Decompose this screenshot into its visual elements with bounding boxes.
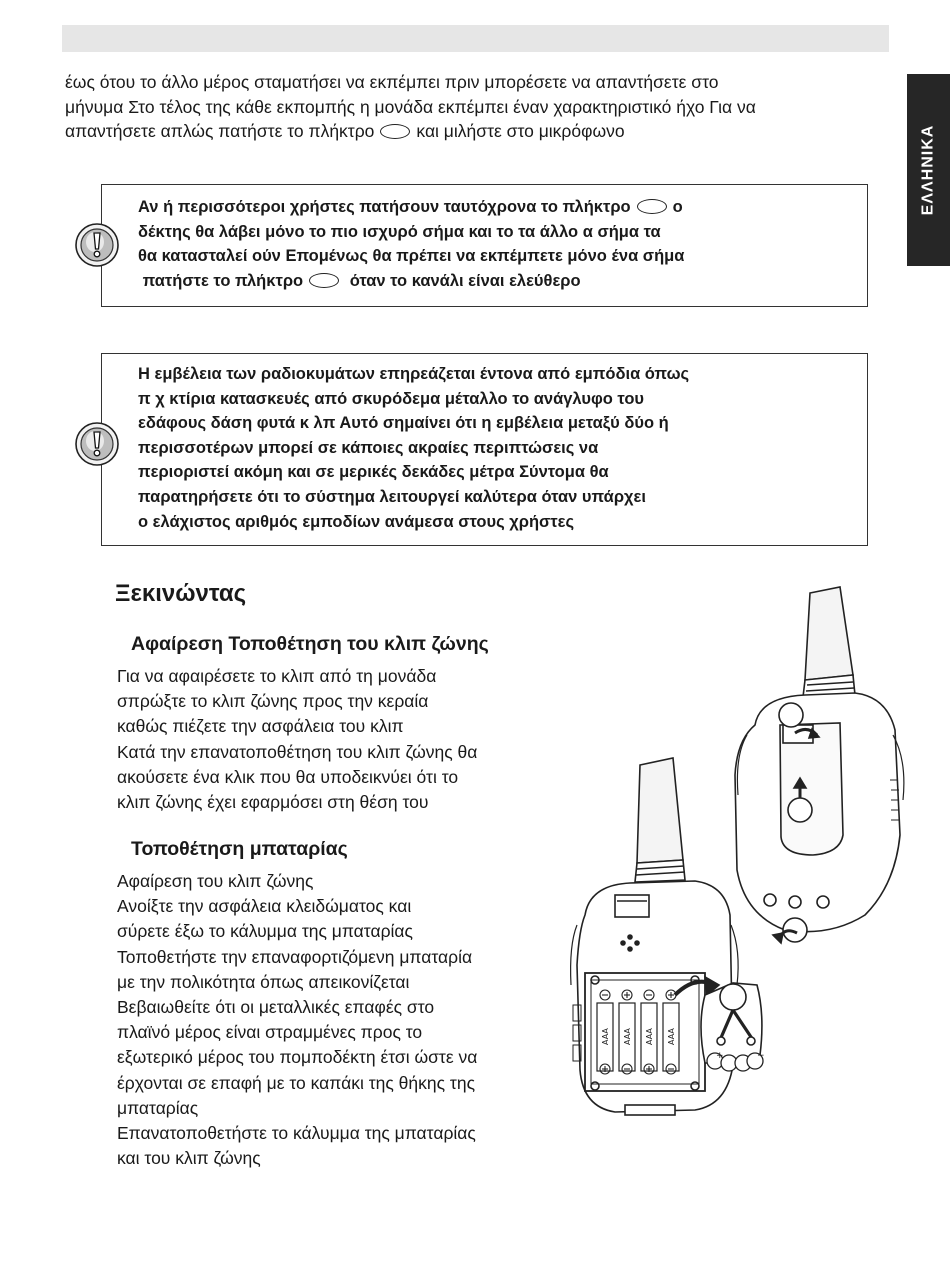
note-line: περιοριστεί ακόμη και σε μερικές δεκάδες μέτρα Σύντομα θα (138, 463, 609, 482)
instruction-line: σπρώξτε το κλιπ ζώνης προς την κεραία (117, 691, 429, 712)
battery-cell-label: AAA (645, 1028, 654, 1045)
warning-note (101, 184, 868, 307)
plus-sign: + (716, 1051, 724, 1061)
header-bar (62, 25, 889, 52)
note-line: θα κατασταλεί ούν Επομένως θα πρέπει να εκπέμπετε μόνο ένα σήμα (138, 247, 685, 266)
battery-cell-label: AAA (623, 1028, 632, 1045)
antenna-icon (803, 587, 855, 697)
instruction-line: έρχονται σε επαφή με το καπάκι της θήκης της (117, 1072, 476, 1093)
battery-cell-label: AAA (601, 1028, 610, 1045)
instruction-line: καθώς πιέζετε την ασφάλεια του κλιπ (117, 716, 404, 737)
instruction-line: Βεβαιωθείτε ότι οι μεταλλικές επαφές στο (117, 997, 435, 1018)
instruction-line: μπαταρίας (117, 1097, 199, 1118)
language-tab (907, 74, 950, 266)
intro-line: έως ότου το άλλο μέρος σταματήσει να εκπέμπει πριν μπορέσετε να απαντήσετε στο (65, 72, 719, 92)
instruction-line: εξωτερικό μέρος του πομποδέκτη έτσι ώστε να (117, 1047, 478, 1068)
ptt-key-icon (309, 273, 339, 288)
instruction-line: Κατά την επανατοποθέτηση του κλιπ ζώνης θα (117, 741, 478, 762)
note-line: εδάφους δάση φυτά κ λπ Αυτό σημαίνει ότι η εμβέλεια μεταξύ δύο ή (138, 414, 669, 433)
battery-cell-label: AAA (667, 1028, 676, 1045)
instruction-line: Αφαίρεση του κλιπ ζώνης (117, 871, 314, 891)
instruction-line: Για να αφαιρέσετε το κλιπ από τη μονάδα (117, 666, 437, 686)
instruction-line: Επανατοποθετήστε το κάλυμμα της μπαταρίας (117, 1123, 476, 1144)
battery-instructions (117, 869, 477, 1171)
battery-pack-icon (701, 983, 763, 1071)
intro-paragraph (65, 70, 895, 144)
instruction-line: πλαϊνό μέρος είναι στραμμένες προς το (117, 1022, 423, 1043)
warning-icon (74, 222, 120, 268)
section-title: Ξεκινώντας (115, 580, 247, 607)
instruction-line: σύρετε έξω το κάλυμμα της μπαταρίας (117, 921, 413, 942)
intro-line: απαντήσετε απλώς πατήστε το πλήκτρο και μιλήστε στο μικρόφωνο (65, 121, 625, 141)
subsection-title-belt-clip: Αφαίρεση Τοποθέτηση του κλιπ ζώνης (131, 633, 489, 655)
belt-clip-instructions (117, 664, 477, 815)
walkie-talkie-illustration (555, 585, 950, 1125)
warning-note (101, 353, 868, 546)
instruction-line: με την πολικότητα όπως απεικονίζεται (117, 971, 410, 992)
ptt-key-icon (637, 199, 667, 214)
warning-icon (74, 421, 120, 467)
note-line: δέκτης θα λάβει μόνο το πιο ισχυρό σήμα και το τα άλλο α σήμα τα (138, 222, 661, 241)
instruction-line: Τοποθετήστε την επαναφορτιζόμενη μπαταρία (117, 946, 473, 967)
subsection-title-battery: Τοποθέτηση μπαταρίας (131, 838, 348, 860)
instruction-line: Ανοίξτε την ασφάλεια κλειδώματος και (117, 896, 412, 917)
note-line: πατήστε το πλήκτρο όταν το κανάλι είναι ελεύθερο (142, 271, 581, 290)
minus-sign: − (757, 1051, 765, 1061)
instruction-line: κλιπ ζώνης έχει εφαρμόσει στη θέση του (117, 792, 429, 813)
note-line: Αν ή περισσότεροι χρήστες πατήσουν ταυτόχρονα το πλήκτρο ο (138, 198, 683, 216)
note-line: περισσοτέρων μπορεί σε κάποιες ακραίες περιπτώσεις να (138, 438, 599, 457)
language-tab-label: ΕΛΛΗΝΙΚΑ (919, 124, 937, 216)
note-line: παρατηρήσετε ότι το σύστημα λειτουργεί καλύτερα όταν υπάρχει (138, 487, 646, 506)
note-line: Η εμβέλεια των ραδιοκυμάτων επηρεάζεται έντονα από εμπόδια όπως (138, 365, 690, 383)
instruction-line: και του κλιπ ζώνης (117, 1148, 261, 1169)
note-line: π χ κτίρια κατασκευές από σκυρόδεμα μέταλλο το ανάγλυφο του (138, 389, 645, 408)
ptt-key-icon (380, 124, 410, 139)
note-line: ο ελάχιστος αριθμός εμποδίων ανάμεσα στους χρήστες (138, 512, 575, 531)
intro-line: μήνυμα Στο τέλος της κάθε εκπομπής η μονάδα εκπέμπει έναν χαρακτηριστικό ήχο Για να (65, 96, 756, 117)
instruction-line: ακούσετε ένα κλικ που θα υποδεικνύει ότι το (117, 766, 459, 787)
